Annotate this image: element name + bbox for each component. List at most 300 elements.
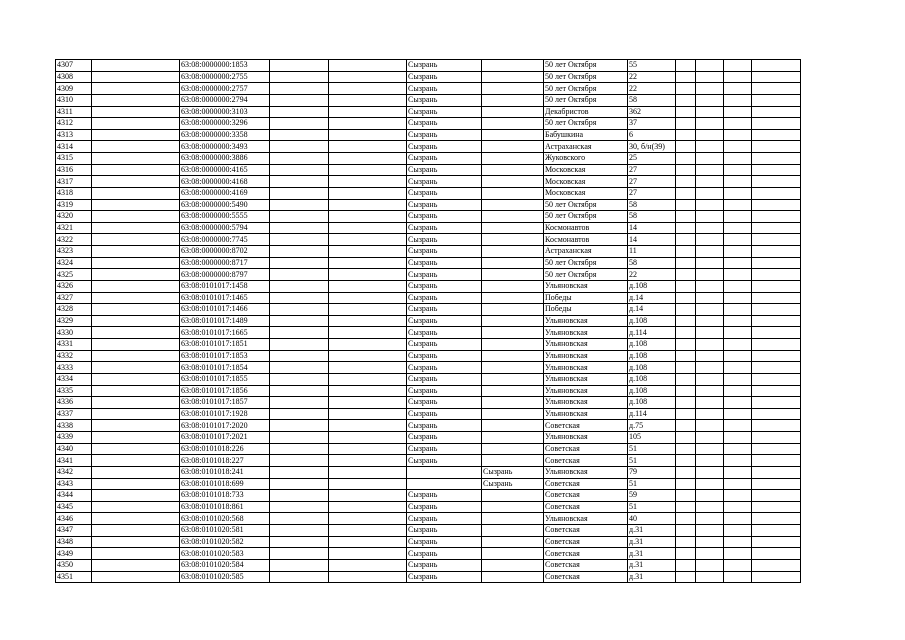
cadastral-number-cell: 63:08:0101020:581 [180,525,270,537]
street-cell: 50 лет Октября [544,71,628,83]
city-cell: Сызрань [407,257,482,269]
empty-cell [724,304,752,316]
empty-cell [270,280,329,292]
city-cell: Сызрань [407,94,482,106]
city-alt-cell [482,304,544,316]
house-cell: д.75 [628,420,676,432]
city-alt-cell [482,339,544,351]
empty-cell [696,455,724,467]
empty-cell [92,373,180,385]
empty-cell [270,443,329,455]
empty-cell [329,129,407,141]
city-cell: Сызрань [407,304,482,316]
city-alt-cell [482,164,544,176]
empty-cell [329,257,407,269]
empty-cell [270,187,329,199]
empty-cell [329,443,407,455]
city-cell: Сызрань [407,246,482,258]
row-number-cell: 4348 [56,536,92,548]
city-cell: Сызрань [407,525,482,537]
empty-cell [724,466,752,478]
empty-cell [92,83,180,95]
empty-cell [92,257,180,269]
empty-cell [724,373,752,385]
house-cell: 14 [628,222,676,234]
house-cell: 362 [628,106,676,118]
empty-cell [696,432,724,444]
empty-cell [329,339,407,351]
empty-cell [329,571,407,583]
empty-cell [752,490,801,502]
empty-cell [752,315,801,327]
empty-cell [752,106,801,118]
empty-cell [329,187,407,199]
city-alt-cell [482,559,544,571]
cadastral-number-cell: 63:08:0101018:227 [180,455,270,467]
empty-cell [270,129,329,141]
house-cell: 6 [628,129,676,141]
row-number-cell: 4323 [56,246,92,258]
city-alt-cell [482,373,544,385]
empty-cell [724,571,752,583]
house-cell: 27 [628,164,676,176]
empty-cell [676,280,696,292]
city-cell: Сызрань [407,432,482,444]
empty-cell [329,71,407,83]
cadastral-number-cell: 63:08:0000000:3296 [180,118,270,130]
empty-cell [676,60,696,72]
street-cell: Советская [544,536,628,548]
city-alt-cell [482,187,544,199]
city-alt-cell [482,362,544,374]
house-cell: д.31 [628,571,676,583]
cadastral-number-cell: 63:08:0101018:861 [180,501,270,513]
city-alt-cell [482,94,544,106]
empty-cell [724,559,752,571]
street-cell: Декабристов [544,106,628,118]
city-alt-cell [482,455,544,467]
table-row [56,536,801,548]
city-alt-cell [482,350,544,362]
row-number-cell: 4338 [56,420,92,432]
empty-cell [329,362,407,374]
empty-cell [676,199,696,211]
empty-cell [752,304,801,316]
table-row [56,141,801,153]
empty-cell [92,525,180,537]
cadastral-number-cell: 63:08:0000000:4165 [180,164,270,176]
empty-cell [92,292,180,304]
city-cell: Сызрань [407,211,482,223]
empty-cell [270,420,329,432]
cadastral-number-cell: 63:08:0000000:3886 [180,153,270,165]
empty-cell [752,176,801,188]
empty-cell [696,269,724,281]
empty-cell [270,339,329,351]
empty-cell [329,269,407,281]
row-number-cell: 4347 [56,525,92,537]
table-row [56,420,801,432]
street-cell: 50 лет Октября [544,269,628,281]
table-row [56,211,801,223]
street-cell: Ульяновская [544,466,628,478]
street-cell: Ульяновская [544,362,628,374]
empty-cell [696,187,724,199]
empty-cell [270,385,329,397]
table-row [56,118,801,130]
empty-cell [724,280,752,292]
empty-cell [752,455,801,467]
empty-cell [696,443,724,455]
city-cell: Сызрань [407,315,482,327]
empty-cell [92,350,180,362]
empty-cell [696,513,724,525]
empty-cell [752,478,801,490]
empty-cell [92,106,180,118]
empty-cell [92,548,180,560]
cadastral-number-cell: 63:08:0101017:1489 [180,315,270,327]
house-cell: 11 [628,246,676,258]
empty-cell [696,164,724,176]
empty-cell [752,339,801,351]
empty-cell [752,385,801,397]
cadastral-number-cell: 63:08:0101017:1855 [180,373,270,385]
empty-cell [676,432,696,444]
row-number-cell: 4325 [56,269,92,281]
empty-cell [676,304,696,316]
empty-cell [752,94,801,106]
empty-cell [724,536,752,548]
empty-cell [676,176,696,188]
city-cell: Сызрань [407,164,482,176]
empty-cell [92,269,180,281]
empty-cell [676,478,696,490]
city-alt-cell [482,269,544,281]
empty-cell [676,222,696,234]
empty-cell [724,118,752,130]
row-number-cell: 4317 [56,176,92,188]
cadastral-number-cell: 63:08:0000000:7745 [180,234,270,246]
table-row [56,490,801,502]
empty-cell [329,315,407,327]
city-alt-cell [482,420,544,432]
city-cell [407,466,482,478]
empty-cell [270,269,329,281]
empty-cell [696,257,724,269]
empty-cell [92,501,180,513]
street-cell: Космонавтов [544,234,628,246]
street-cell: Астраханская [544,141,628,153]
empty-cell [92,466,180,478]
empty-cell [752,373,801,385]
city-cell: Сызрань [407,559,482,571]
empty-cell [270,60,329,72]
table-row [56,339,801,351]
empty-cell [752,257,801,269]
cadastral-number-cell: 63:08:0000000:3358 [180,129,270,141]
street-cell: Ульяновская [544,350,628,362]
row-number-cell: 4333 [56,362,92,374]
empty-cell [724,176,752,188]
empty-cell [752,501,801,513]
empty-cell [329,490,407,502]
empty-cell [752,420,801,432]
row-number-cell: 4312 [56,118,92,130]
house-cell: 37 [628,118,676,130]
city-alt-cell [482,385,544,397]
empty-cell [676,525,696,537]
street-cell: 50 лет Октября [544,83,628,95]
city-cell: Сызрань [407,443,482,455]
row-number-cell: 4318 [56,187,92,199]
row-number-cell: 4334 [56,373,92,385]
house-cell: 51 [628,443,676,455]
empty-cell [676,455,696,467]
empty-cell [92,362,180,374]
empty-cell [270,501,329,513]
empty-cell [724,350,752,362]
empty-cell [696,466,724,478]
empty-cell [696,94,724,106]
empty-cell [696,420,724,432]
empty-cell [92,490,180,502]
cadastral-number-cell: 63:08:0101017:1465 [180,292,270,304]
house-cell: 58 [628,94,676,106]
empty-cell [329,513,407,525]
empty-cell [92,478,180,490]
cadastral-number-cell: 63:08:0101020:568 [180,513,270,525]
street-cell: Советская [544,571,628,583]
city-alt-cell [482,408,544,420]
row-number-cell: 4344 [56,490,92,502]
empty-cell [724,432,752,444]
house-cell: 58 [628,257,676,269]
empty-cell [92,187,180,199]
city-cell: Сызрань [407,385,482,397]
house-cell: 27 [628,176,676,188]
cadastral-number-cell: 63:08:0101017:1466 [180,304,270,316]
empty-cell [92,339,180,351]
city-alt-cell [482,571,544,583]
table-row [56,548,801,560]
row-number-cell: 4341 [56,455,92,467]
empty-cell [724,525,752,537]
empty-cell [329,478,407,490]
cadastral-number-cell: 63:08:0101017:1665 [180,327,270,339]
empty-cell [676,408,696,420]
table-row [56,327,801,339]
city-cell: Сызрань [407,408,482,420]
empty-cell [329,548,407,560]
house-cell: д.108 [628,397,676,409]
house-cell: д.31 [628,548,676,560]
street-cell: Астраханская [544,246,628,258]
empty-cell [752,71,801,83]
empty-cell [696,292,724,304]
street-cell: 50 лет Октября [544,60,628,72]
empty-cell [92,164,180,176]
row-number-cell: 4326 [56,280,92,292]
empty-cell [270,571,329,583]
empty-cell [696,548,724,560]
cadastral-number-cell: 63:08:0101017:1928 [180,408,270,420]
empty-cell [676,327,696,339]
row-number-cell: 4313 [56,129,92,141]
street-cell: Московская [544,187,628,199]
empty-cell [752,548,801,560]
empty-cell [696,501,724,513]
house-cell: 79 [628,466,676,478]
table-row [56,571,801,583]
empty-cell [696,199,724,211]
empty-cell [676,106,696,118]
row-number-cell: 4316 [56,164,92,176]
cadastral-number-cell: 63:08:0000000:5490 [180,199,270,211]
row-number-cell: 4346 [56,513,92,525]
empty-cell [329,420,407,432]
empty-cell [752,118,801,130]
street-cell: Советская [544,501,628,513]
house-cell: 14 [628,234,676,246]
table-row [56,373,801,385]
cadastral-number-cell: 63:08:0101017:1851 [180,339,270,351]
empty-cell [329,292,407,304]
empty-cell [270,466,329,478]
city-alt-cell [482,141,544,153]
city-alt-cell [482,222,544,234]
empty-cell [270,176,329,188]
house-cell: д.14 [628,292,676,304]
empty-cell [676,94,696,106]
empty-cell [270,513,329,525]
empty-cell [270,397,329,409]
empty-cell [696,234,724,246]
empty-cell [329,385,407,397]
cadastral-number-cell: 63:08:0000000:4168 [180,176,270,188]
empty-cell [92,420,180,432]
empty-cell [92,176,180,188]
empty-cell [696,222,724,234]
city-cell: Сызрань [407,83,482,95]
empty-cell [270,327,329,339]
row-number-cell: 4315 [56,153,92,165]
empty-cell [752,234,801,246]
empty-cell [752,199,801,211]
empty-cell [676,501,696,513]
empty-cell [270,118,329,130]
house-cell: д.31 [628,536,676,548]
empty-cell [724,443,752,455]
empty-cell [696,571,724,583]
cadastral-number-cell: 63:08:0101020:584 [180,559,270,571]
empty-cell [329,525,407,537]
empty-cell [270,362,329,374]
empty-cell [696,153,724,165]
table-row [56,269,801,281]
row-number-cell: 4322 [56,234,92,246]
street-cell: Ульяновская [544,408,628,420]
city-alt-cell [482,246,544,258]
empty-cell [724,257,752,269]
empty-cell [329,222,407,234]
city-cell: Сызрань [407,490,482,502]
row-number-cell: 4340 [56,443,92,455]
empty-cell [676,257,696,269]
street-cell: 50 лет Октября [544,199,628,211]
empty-cell [724,339,752,351]
house-cell: д.14 [628,304,676,316]
city-cell: Сызрань [407,362,482,374]
empty-cell [329,304,407,316]
empty-cell [92,385,180,397]
table-row [56,222,801,234]
empty-cell [92,432,180,444]
street-cell: Советская [544,443,628,455]
empty-cell [696,350,724,362]
empty-cell [752,513,801,525]
city-alt-cell [482,548,544,560]
table-row [56,153,801,165]
city-alt-cell [482,525,544,537]
empty-cell [724,501,752,513]
city-alt-cell [482,71,544,83]
city-cell: Сызрань [407,327,482,339]
empty-cell [752,83,801,95]
house-cell: д.108 [628,315,676,327]
cadastral-number-cell: 63:08:0000000:3103 [180,106,270,118]
empty-cell [696,71,724,83]
empty-cell [270,548,329,560]
empty-cell [270,199,329,211]
cadastral-number-cell: 63:08:0101018:699 [180,478,270,490]
table-row [56,106,801,118]
empty-cell [696,525,724,537]
cadastral-number-cell: 63:08:0101017:1458 [180,280,270,292]
empty-cell [676,339,696,351]
empty-cell [724,455,752,467]
empty-cell [696,490,724,502]
empty-cell [724,478,752,490]
street-cell: Московская [544,164,628,176]
table-row [56,443,801,455]
cadastral-number-cell: 63:08:0000000:8797 [180,269,270,281]
empty-cell [92,315,180,327]
empty-cell [329,397,407,409]
street-cell: 50 лет Октября [544,257,628,269]
street-cell: Ульяновская [544,432,628,444]
city-cell: Сызрань [407,292,482,304]
table-row [56,176,801,188]
table-row [56,280,801,292]
cadastral-number-cell: 63:08:0000000:2755 [180,71,270,83]
city-alt-cell [482,501,544,513]
empty-cell [329,141,407,153]
city-alt-cell [482,490,544,502]
row-number-cell: 4339 [56,432,92,444]
city-alt-cell [482,129,544,141]
empty-cell [92,513,180,525]
empty-cell [752,571,801,583]
city-alt-cell [482,280,544,292]
empty-cell [329,94,407,106]
empty-cell [676,153,696,165]
house-cell: 40 [628,513,676,525]
empty-cell [752,164,801,176]
table-row [56,304,801,316]
empty-cell [676,571,696,583]
cadastral-number-cell: 63:08:0000000:1853 [180,60,270,72]
empty-cell [724,129,752,141]
